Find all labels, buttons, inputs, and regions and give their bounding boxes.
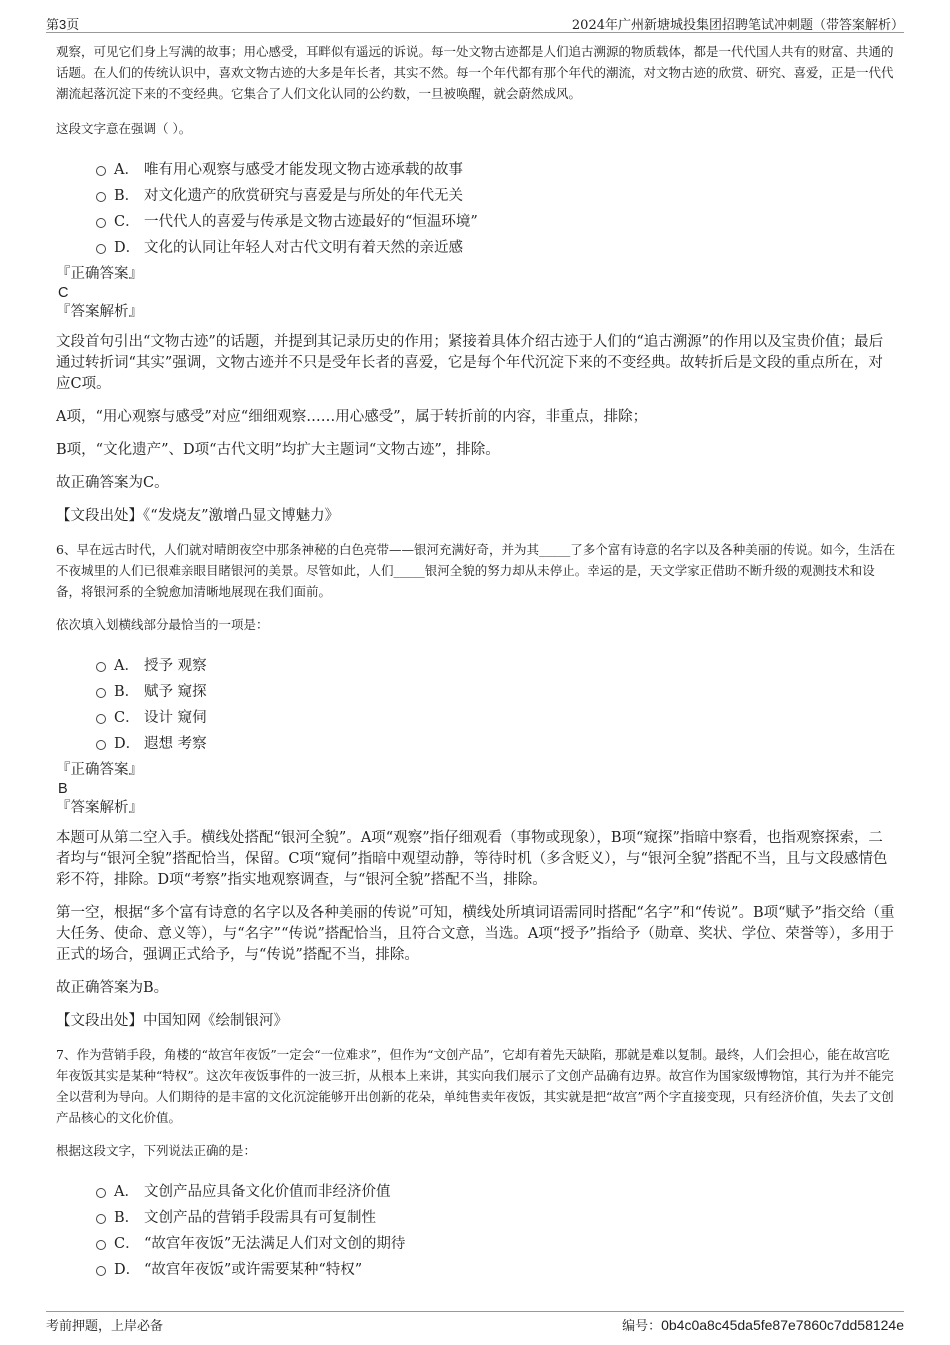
q5-analysis-3: B项，“文化遗产”、D项“古代文明”均扩大主题词“文物古迹”，排除。	[56, 442, 500, 458]
q5-option-a[interactable]: A． 唯有用心观察与感受才能发现文物古迹承载的故事	[56, 155, 896, 181]
q5-option-d[interactable]: D． 文化的认同让年轻人对古代文明有着天然的亲近感	[56, 233, 896, 259]
q6-answer: B	[58, 781, 68, 797]
radio-icon[interactable]	[96, 218, 106, 228]
page-header	[46, 12, 904, 33]
radio-icon[interactable]	[96, 192, 106, 202]
document-id: 编号：0b4c0a8c45da5fe87e7860c7dd58124e	[622, 1317, 904, 1334]
radio-icon[interactable]	[96, 1188, 106, 1198]
q7-options	[56, 1177, 896, 1281]
q5-answer: C	[58, 285, 69, 301]
q6-analysis-3: 故正确答案为B。	[56, 980, 169, 996]
radio-icon[interactable]	[96, 1240, 106, 1250]
page-number: 第3页	[46, 17, 80, 32]
radio-icon[interactable]	[96, 688, 106, 698]
q6-option-b[interactable]: B． 赋予 窥探	[56, 677, 896, 703]
q5-option-b[interactable]: B． 对文化遗产的欣赏研究与喜爱是与所处的年代无关	[56, 181, 896, 207]
q6-analysis-1: 本题可从第二空入手。横线处搭配“银河全貌”。A项“观察”指仔细观看（事物或现象），B项“窥探”指暗中察看，也指观察探索，二者均与“银河全貌”搭配恰当，保留。C项“窥伺”指暗中观望动静，等待时机（多含贬义），与“银河全貌”搭配不当，且与文段感情色彩不符，排除。D项“考察”指实地观察调查，与“银河全貌”搭配不当，排除。	[56, 830, 888, 888]
q6-passage: 6、早在远古时代，人们就对晴朗夜空中那条神秘的白色亮带——银河充满好奇，并为其_____了多个富有诗意的名字以及各种美丽的传说。如今，生活在不夜城里的人们已很难亲眼目睹银河的美景。尽管如此，人们_____银河全貌的努力却从未停止。幸运的是，天文学家正借助不断升级的观测技术和设备，将银河系的全貌愈加清晰地展现在我们面前。	[56, 542, 896, 599]
q6-source: 【文段出处】中国知网《绘制银河》	[56, 1013, 288, 1029]
q7-passage: 7、作为营销手段，角楼的“故宫年夜饭”一定会“一位难求”，但作为“文创产品”，它却有着先天缺陷，那就是难以复制。最终，人们会担心，能在故宫吃年夜饭其实是某种“特权”。这次年夜饭事件的一波三折，从根本上来讲，其实向我们展示了文创产品确有边界。故宫作为国家级博物馆，其行为并不能完全以营利为导向。人们期待的是丰富的文化沉淀能够开出创新的花朵，单纯售卖年夜饭，其实就是把“故宫”两个字直接变现，只有经济价值，失去了文创产品核心的文化价值。	[56, 1047, 894, 1125]
q5-analysis-label: 『答案解析』	[56, 304, 143, 320]
q5-source: 【文段出处】《“发烧友”激增凸显文博魅力》	[56, 508, 340, 524]
q6-prompt: 依次填入划横线部分最恰当的一项是：	[56, 617, 269, 632]
q6-option-c[interactable]: C． 设计 窥伺	[56, 703, 896, 729]
radio-icon[interactable]	[96, 662, 106, 672]
q7-option-a[interactable]: A． 文创产品应具备文化价值而非经济价值	[56, 1177, 896, 1203]
q6-analysis-2: 第一空，根据“多个富有诗意的名字以及各种美丽的传说”可知，横线处所填词语需同时搭配“名字”和“传说”。B项“赋予”指交给（重大任务、使命、意义等），与“名字”“传说”搭配恰当，且符合文意，当选。A项“授予”指给予（勋章、奖状、学位、荣誉等），多用于正式的场合，强调正式给予，与“传说”搭配不当，排除。	[56, 905, 895, 963]
q6-option-a[interactable]: A． 授予 观察	[56, 651, 896, 677]
q7-option-c[interactable]: C． “故宫年夜饭”无法满足人们对文创的期待	[56, 1229, 896, 1255]
q7-option-d[interactable]: D． “故宫年夜饭”或许需要某种“特权”	[56, 1255, 896, 1281]
document-title: 2024年广州新塘城投集团招聘笔试冲刺题（带答案解析）	[571, 18, 904, 33]
radio-icon[interactable]	[96, 1214, 106, 1224]
q6-answer-label: 『正确答案』	[56, 762, 143, 778]
q5-answer-label: 『正确答案』	[56, 266, 143, 282]
q5-option-c[interactable]: C． 一代代人的喜爱与传承是文物古迹最好的“恒温环境”	[56, 207, 896, 233]
radio-icon[interactable]	[96, 714, 106, 724]
page-footer	[46, 1311, 904, 1334]
q6-option-d[interactable]: D． 遐想 考察	[56, 729, 896, 755]
q5-analysis-2: A项，“用心观察与感受”对应“细细观察……用心感受”，属于转折前的内容，非重点，排除；	[56, 409, 648, 425]
radio-icon[interactable]	[96, 1266, 106, 1276]
q6-options	[56, 651, 896, 755]
q5-prompt: 这段文字意在强调（ ）。	[56, 121, 192, 136]
radio-icon[interactable]	[96, 244, 106, 254]
footer-slogan: 考前押题，上岸必备	[46, 1319, 164, 1334]
q5-analysis-1: 文段首句引出“文物古迹”的话题，并提到其记录历史的作用；紧接着具体介绍古迹于人们的“追古溯源”的作用以及宝贵价值；最后通过转折词“其实”强调，文物古迹并不只是受年长者的喜爱，它是每个年代沉淀下来的不变经典。故转折后是文段的重点所在，对应C项。	[56, 334, 884, 392]
q7-prompt: 根据这段文字，下列说法正确的是：	[56, 1143, 257, 1158]
radio-icon[interactable]	[96, 166, 106, 176]
q5-options	[56, 155, 896, 259]
q5-passage: 观察，可见它们身上写满的故事；用心感受，耳畔似有遥远的诉说。每一处文物古迹都是人们追古溯源的物质载体，都是一代代国人共有的财富、共通的话题。在人们的传统认识中，喜欢文物古迹的大多是年长者，其实不然。每一个年代都有那个年代的潮流，对文物古迹的欣赏、研究、喜爱，正是一代代潮流起落沉淀下来的不变经典。它集合了人们文化认同的公约数，一旦被唤醒，就会蔚然成风。	[56, 44, 894, 101]
q6-analysis-label: 『答案解析』	[56, 800, 143, 816]
q5-analysis-4: 故正确答案为C。	[56, 475, 169, 491]
page-content	[56, 41, 896, 1281]
radio-icon[interactable]	[96, 740, 106, 750]
q7-option-b[interactable]: B． 文创产品的营销手段需具有可复制性	[56, 1203, 896, 1229]
